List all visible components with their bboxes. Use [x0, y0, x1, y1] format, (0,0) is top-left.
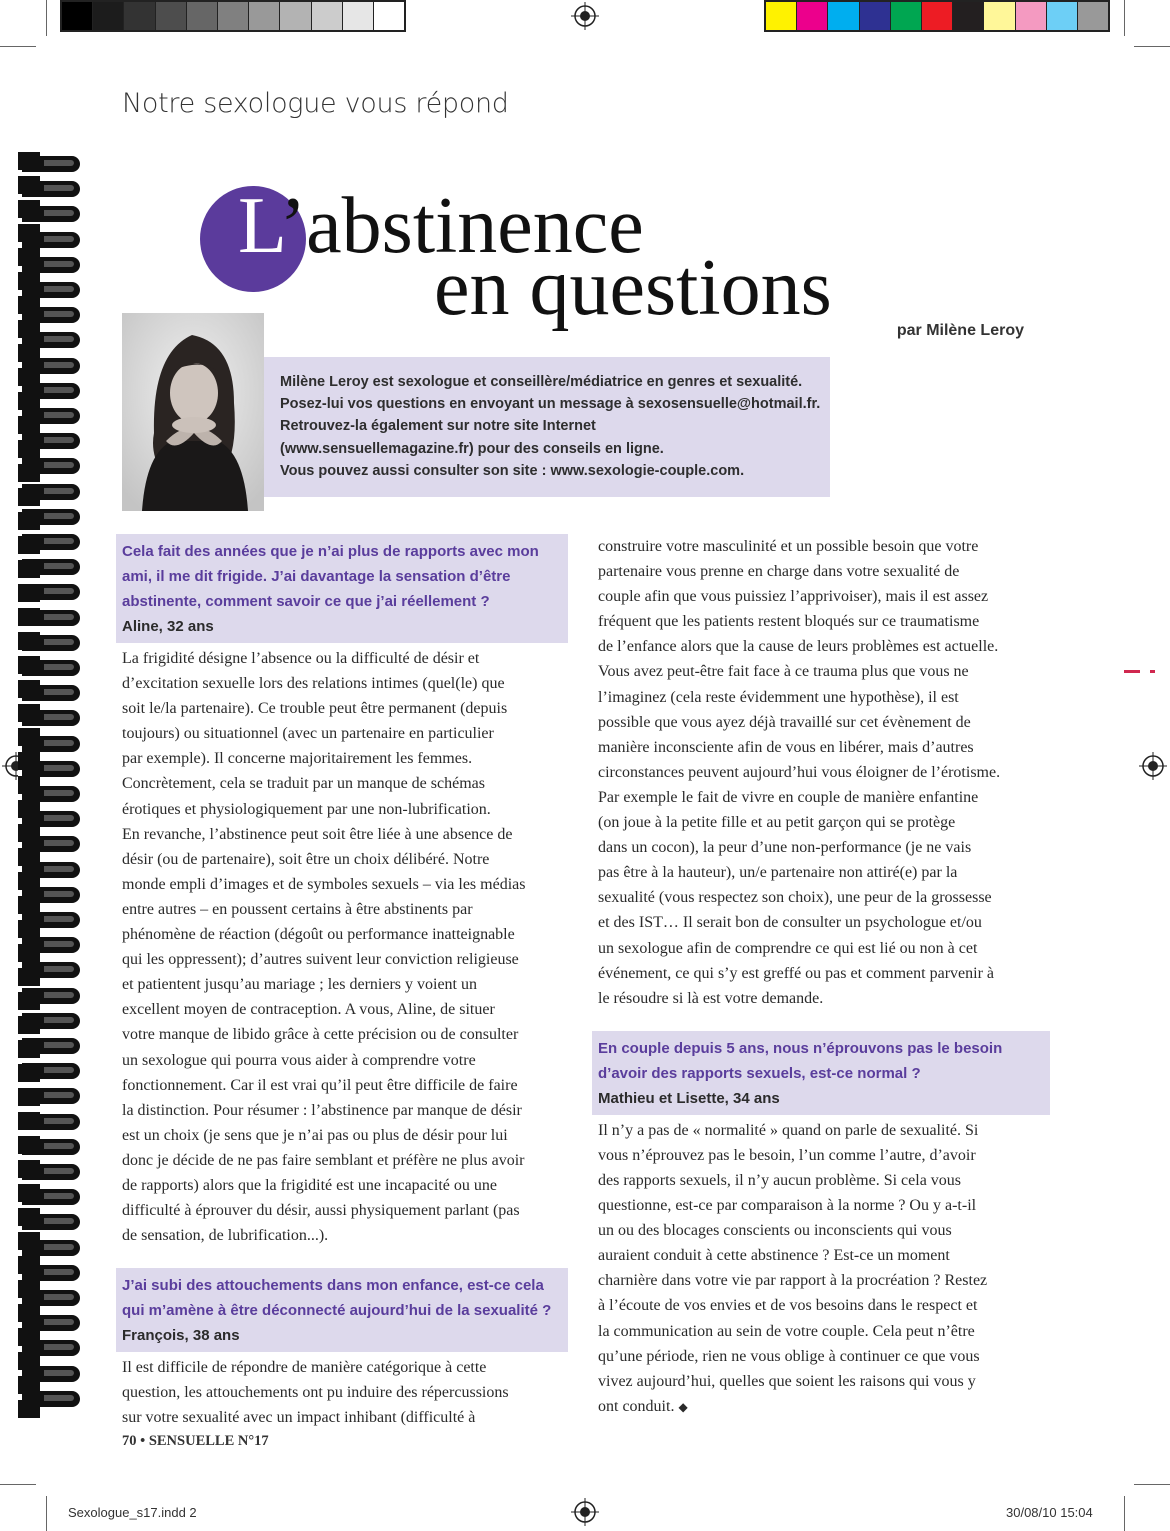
answer-line-text: qu’une période, rien ne vous oblige à continuer ce que vous: [598, 1347, 980, 1365]
bio-line: Vous pouvez aussi consulter son site : www.sexologie-couple.com.: [280, 462, 745, 479]
answer-line-text: désir (ou de partenaire), soit être un choix délibéré. Notre: [122, 850, 490, 868]
bio-line: Milène Leroy est sexologue et conseillère/médiatrice en genres et sexualité.: [280, 374, 803, 390]
grayscale-calibration-strip: [60, 0, 406, 32]
spiral-coil: [22, 710, 80, 726]
title-capital: L: [238, 182, 280, 270]
answer-line-text: vivez aujourd’hui, quelles que soient les raisons qui vous y: [598, 1372, 976, 1390]
spiral-coil: [22, 1038, 80, 1054]
answer-line-text: questionne, est-ce par comparaison à la norme ? Ou y a-t-il: [598, 1197, 977, 1215]
answer-line-text: (on joue à la petite fille et au petit garçon qui se protège: [598, 814, 956, 832]
spiral-coil: [22, 1366, 80, 1382]
print-slug-date: 30/08/10 15:04: [1006, 1505, 1093, 1520]
calibration-swatch: [1016, 2, 1047, 30]
answer-line-text: construire votre masculinité et un possible besoin que votre: [598, 538, 979, 555]
question-line: abstinente, comment savoir ce que j’ai réellement ?: [122, 593, 490, 610]
end-of-article-mark: ◆: [678, 1399, 688, 1414]
answer-line-text: de sensation, de lubrification...).: [122, 1227, 329, 1245]
question-line: J’ai subi des attouchements dans mon enfance, est-ce cela: [122, 1277, 544, 1295]
answer-line-text: partenaire vous prenne en charge dans votre sexualité de: [598, 563, 960, 581]
answer-line: [116, 696, 568, 721]
answer-line: [592, 810, 1050, 835]
spiral-coil: [22, 1315, 80, 1331]
calibration-swatch: [280, 2, 311, 30]
answer-line-text: auraient conduit à cette abstinence ? Est-ce un moment: [598, 1247, 950, 1265]
registration-mark-icon: [571, 1498, 599, 1526]
answer-line: [592, 1168, 1050, 1193]
answer-line-text: est un choix (je sens que je n’ai pas ou plus de désir pour lui: [122, 1126, 508, 1144]
answer-line: [592, 910, 1050, 935]
article-title: [200, 172, 900, 332]
trim-mark: [1124, 0, 1125, 36]
calibration-swatch: [984, 2, 1015, 30]
answer-line-text: la communication au sein de votre couple. Cela peut n’être: [598, 1322, 975, 1340]
spiral-coil: [22, 458, 80, 474]
answer-line: [592, 609, 1050, 634]
answer-line-text: question, les attouchements ont pu induire des répercussions: [122, 1384, 509, 1402]
spiral-coil: [22, 156, 80, 172]
answer-line: [116, 721, 568, 746]
answer-line-text: des rapports sexuels, il n’y aucun problème. Si cela vous: [598, 1171, 962, 1189]
spiral-coil: [22, 736, 80, 752]
question-box-3: [592, 1031, 1050, 1115]
answer-line: [116, 1355, 568, 1380]
spiral-coil: [22, 1063, 80, 1079]
answer-line-text: Il n’y a pas de « normalité » quand on parle de sexualité. Si: [598, 1121, 979, 1139]
answer-line: [116, 897, 568, 922]
answer-line-text: monde empli d’images et de symboles sexuels – via les médias: [122, 875, 526, 893]
answer-line: [116, 847, 568, 872]
calibration-swatch: [62, 2, 93, 30]
answer-line: [592, 1293, 1050, 1318]
answer-line: [116, 822, 568, 847]
answer-line-text: charnière dans votre vie par rapport à la procréation ? Restez: [598, 1272, 988, 1290]
trim-mark: [46, 1496, 47, 1531]
answer-line-text: donc je décide de ne pas faire semblant et préfère ne plus avoir: [122, 1151, 525, 1169]
answer-line-text: dans un cocon), la peur d’une non-performance (je ne vais: [598, 839, 972, 857]
trim-mark: [0, 46, 36, 47]
answer-line: [116, 1098, 568, 1123]
calibration-swatch: [766, 2, 797, 30]
title-line-1-text: ’abstinence: [279, 182, 644, 270]
answer-line-text: érotiques et physiologiquement par une non-lubrification.: [122, 800, 491, 818]
spiral-coil: [22, 761, 80, 777]
answer-line-text: qui les oppressent); d’autres suivent leur conviction religieuse: [122, 951, 519, 969]
answer-line: [592, 735, 1050, 760]
answer-line: [592, 936, 1050, 961]
spiral-coil: [22, 559, 80, 575]
answer-line: [592, 1243, 1050, 1268]
article-column-left: [116, 534, 568, 1431]
question-line: Cela fait des années que je n’ai plus de rapports avec mon: [122, 543, 539, 560]
trim-mark: [1124, 1496, 1125, 1531]
spiral-coil: [22, 937, 80, 953]
answer-line-text: la distinction. Pour résumer : l’abstinence par manque de désir: [122, 1101, 522, 1119]
question-author: Mathieu et Lisette, 34 ans: [598, 1089, 780, 1107]
spiral-coil: [22, 206, 80, 222]
calibration-swatch: [93, 2, 124, 30]
author-bio-box: [264, 357, 830, 497]
calibration-swatch: [156, 2, 187, 30]
answer-line-text: ont conduit.: [598, 1397, 675, 1415]
spiral-coil: [22, 232, 80, 248]
page-footer: 70 • SENSUELLE N°17: [122, 1433, 269, 1449]
answer-line: [116, 1123, 568, 1148]
question-line: qui m’amène à être déconnecté aujourd’hui de la sexualité ?: [122, 1302, 552, 1320]
answer-line-text: pas être à la hauteur), un/e partenaire non attiré(e) par la: [598, 864, 958, 882]
registration-mark-icon: [1139, 752, 1167, 780]
answer-line: [116, 997, 568, 1022]
answer-line: [116, 922, 568, 947]
spiral-coil: [22, 1189, 80, 1205]
calibration-swatch: [1047, 2, 1078, 30]
answer-line: [116, 671, 568, 696]
question-line: d’avoir des rapports sexuels, est-ce normal ?: [598, 1064, 921, 1082]
answer-line: [116, 797, 568, 822]
answer-line-text: La frigidité désigne l’absence ou la difficulté de désir et: [122, 650, 480, 667]
answer-line-text: entre autres – en poussent certains à être abstinents par: [122, 900, 473, 918]
spiral-coil: [22, 584, 80, 600]
bio-line: Posez-lui vos questions en envoyant un message à sexosensuelle@hotmail.fr.: [280, 396, 821, 413]
answer-line-text: possible que vous ayez déjà travaillé sur cet évènement de: [598, 713, 971, 731]
answer-line-text: de l’enfance alors que la cause de leurs problèmes est actuelle.: [598, 638, 999, 656]
question-box-2: [116, 1268, 568, 1352]
answer-line-text: un sexologue qui pourra vous aider à comprendre votre: [122, 1051, 476, 1069]
answer-line: [116, 947, 568, 972]
answer-line-text: un ou des blocages conscients ou inconscients qui vous: [598, 1222, 952, 1240]
trim-mark: [0, 1484, 36, 1485]
answer-line-text: événement, ce qui s’y est greffé ou pas et comment parvenir à: [598, 964, 994, 982]
answer-line: [592, 1369, 1050, 1394]
answer-line-text: Il est difficile de répondre de manière catégorique à cette: [122, 1359, 487, 1377]
answer-line: [592, 584, 1050, 609]
calibration-swatch: [312, 2, 343, 30]
spiral-coil: [22, 988, 80, 1004]
answer-line-text: et des IST… Il serait bon de consulter un psychologue et/ou: [598, 914, 982, 932]
answer-line: [592, 1394, 1050, 1420]
color-calibration-strip: [764, 0, 1110, 32]
section-kicker: Notre sexologue vous répond: [122, 88, 509, 119]
answer-line-text: excellent moyen de contraception. A vous, Aline, de situer: [122, 1001, 495, 1019]
color-bleed-mark: [1150, 670, 1155, 673]
calibration-swatch: [374, 2, 404, 30]
answer-line: [116, 1380, 568, 1405]
bio-line: Retrouvez-la également sur notre site Internet: [280, 418, 596, 435]
spiral-coil: [22, 862, 80, 878]
spiral-coil: [22, 610, 80, 626]
answer-line: [116, 872, 568, 897]
spiral-coil: [22, 912, 80, 928]
spiral-coil: [22, 181, 80, 197]
registration-mark-icon: [571, 2, 599, 30]
calibration-swatch: [218, 2, 249, 30]
answer-line: [116, 972, 568, 997]
spiral-coil: [22, 358, 80, 374]
question-box-1: [116, 534, 568, 643]
answer-line: [592, 1143, 1050, 1168]
answer-line-text: difficulté à éprouver du désir, aussi physiquement parlant (pas: [122, 1202, 520, 1220]
answer-line: [592, 1319, 1050, 1344]
trim-mark: [1134, 46, 1170, 47]
author-photo: [122, 313, 264, 511]
spiral-coil: [22, 685, 80, 701]
answer-line-text: sur votre sexualité avec un impact inhibant (difficulté à: [122, 1409, 476, 1427]
spiral-coil: [22, 408, 80, 424]
answer-line: [592, 685, 1050, 710]
print-slug-file: Sexologue_s17.indd 2: [68, 1505, 197, 1520]
answer-line: [592, 1218, 1050, 1243]
trim-mark: [46, 0, 47, 36]
color-bleed-mark: [1124, 670, 1140, 673]
answer-line-text: sexualité (vous respectez son choix), une peur de la grossesse: [598, 889, 992, 907]
spiral-coil: [22, 1391, 80, 1407]
calibration-swatch: [797, 2, 828, 30]
calibration-swatch: [1078, 2, 1108, 30]
answer-line-text: vous n’éprouvez pas le besoin, l’un comme l’autre, d’avoir: [598, 1146, 976, 1164]
calibration-swatch: [249, 2, 280, 30]
answer-line: [592, 1193, 1050, 1218]
spiral-coil: [22, 1013, 80, 1029]
answer-line: [592, 534, 1050, 559]
answer-line-text: circonstances peuvent aujourd’hui vous éloigner de l’érotisme.: [598, 763, 1001, 781]
answer-line-text: toujours) ou situationnel (avec un partenaire en particulier: [122, 725, 494, 743]
spiral-coil: [22, 660, 80, 676]
question-line: En couple depuis 5 ans, nous n’éprouvons pas le besoin: [598, 1039, 1003, 1057]
spiral-coil: [22, 887, 80, 903]
spiral-coil: [22, 836, 80, 852]
spiral-coil: [22, 1139, 80, 1155]
answer-line-text: phénomène de réaction (dégoût ou performance inatteignable: [122, 926, 515, 944]
spiral-coil: [22, 786, 80, 802]
answer-3: [592, 1118, 1050, 1420]
calibration-swatch: [343, 2, 374, 30]
question-author: Aline, 32 ans: [122, 618, 214, 635]
spiral-coil: [22, 383, 80, 399]
answer-line: [592, 710, 1050, 735]
answer-line-text: fonctionnement. Car il est vrai qu’il peut être difficile de faire: [122, 1076, 518, 1094]
spiral-coil: [22, 1114, 80, 1130]
calibration-swatch: [922, 2, 953, 30]
spiral-coil: [22, 1088, 80, 1104]
spiral-coil: [22, 534, 80, 550]
answer-line: [592, 835, 1050, 860]
answer-line: [116, 1048, 568, 1073]
spiral-coil: [22, 962, 80, 978]
answer-line-text: un sexologue afin de comprendre ce qui est lié ou non à cet: [598, 939, 978, 957]
answer-line: [116, 1073, 568, 1098]
spiral-binding: [18, 152, 88, 1422]
answer-line: [592, 760, 1050, 785]
answer-line-text: Par exemple le fait de vivre en couple de manière enfantine: [598, 788, 979, 806]
answer-line-text: et patientent jusqu’au mariage ; les derniers y voient un: [122, 976, 477, 994]
answer-line: [116, 1198, 568, 1223]
answer-line-text: à l’écoute de vos envies et de vos besoins dans le respect et: [598, 1297, 978, 1315]
trim-mark: [1134, 1484, 1170, 1485]
answer-line-text: fréquent que les patients restent bloqués sur ce traumatisme: [598, 613, 980, 631]
question-line: ami, il me dit frigide. J’ai davantage la sensation d’être: [122, 568, 511, 585]
answer-2-continued: [592, 534, 1050, 1011]
calibration-swatch: [187, 2, 218, 30]
spiral-coil: [22, 1340, 80, 1356]
answer-line-text: le résoudre si là est votre demande.: [598, 989, 824, 1007]
spiral-coil: [22, 1240, 80, 1256]
answer-line-text: d’excitation sexuelle lors des relations intimes (quel(le) que: [122, 675, 505, 693]
answer-line: [116, 1223, 568, 1248]
answer-2-start: [116, 1355, 568, 1430]
byline: par Milène Leroy: [896, 322, 1024, 339]
answer-line: [116, 771, 568, 796]
answer-line: [116, 746, 568, 771]
calibration-swatch: [953, 2, 984, 30]
answer-line-text: soit le/la partenaire). Ce trouble peut être permanent (depuis: [122, 700, 508, 718]
spiral-coil: [22, 811, 80, 827]
title-line-2: en questions: [434, 244, 832, 332]
spiral-coil: [22, 1214, 80, 1230]
spiral-coil: [22, 282, 80, 298]
answer-line: [592, 1118, 1050, 1143]
spiral-coil: [22, 307, 80, 323]
spiral-coil: [22, 1164, 80, 1180]
calibration-swatch: [124, 2, 155, 30]
article-column-right: [592, 534, 1050, 1420]
answer-line: [592, 986, 1050, 1011]
answer-line-text: couple afin que vous puissiez l’apprivoiser), mais il est assez: [598, 588, 989, 606]
spiral-coil: [22, 1290, 80, 1306]
spiral-coil: [22, 509, 80, 525]
answer-line: [592, 961, 1050, 986]
spiral-coil: [22, 433, 80, 449]
answer-line: [116, 646, 568, 671]
calibration-swatch: [860, 2, 891, 30]
spiral-coil: [22, 1265, 80, 1281]
spiral-coil: [22, 257, 80, 273]
answer-line: [592, 1344, 1050, 1369]
answer-line-text: En revanche, l’abstinence peut soit être liée à une absence de: [122, 825, 513, 843]
answer-line-text: l’imaginez (cela reste évidemment une hypothèse), il est: [598, 688, 959, 706]
answer-line-text: votre manque de libido grâce à cette précision ou de consulter: [122, 1026, 519, 1044]
answer-line: [592, 860, 1050, 885]
bio-line: (www.sensuellemagazine.fr) pour des conseils en ligne.: [280, 440, 664, 457]
answer-line-text: de rapports) alors que la frigidité est une incapacité ou une: [122, 1176, 497, 1194]
spiral-coil: [22, 332, 80, 348]
calibration-swatch: [891, 2, 922, 30]
answer-line: [116, 1148, 568, 1173]
answer-line: [592, 885, 1050, 910]
answer-1: [116, 646, 568, 1248]
answer-line: [592, 634, 1050, 659]
answer-line: [592, 659, 1050, 684]
answer-line-text: Vous avez peut-être fait face à ce trauma plus que vous ne: [598, 663, 969, 681]
calibration-swatch: [828, 2, 859, 30]
answer-line: [116, 1022, 568, 1047]
answer-line-text: Concrètement, cela se traduit par un manque de schémas: [122, 775, 485, 793]
spiral-coil: [22, 635, 80, 651]
answer-line: [116, 1405, 568, 1430]
question-author: François, 38 ans: [122, 1327, 240, 1345]
answer-line-text: manière inconsciente afin de vous en libérer, mais d’autres: [598, 738, 974, 756]
answer-line-text: par exemple). Il concerne majoritairement les femmes.: [122, 750, 473, 768]
answer-line: [592, 1268, 1050, 1293]
spiral-coil: [22, 484, 80, 500]
answer-line: [592, 785, 1050, 810]
answer-line: [116, 1173, 568, 1198]
answer-line: [592, 559, 1050, 584]
